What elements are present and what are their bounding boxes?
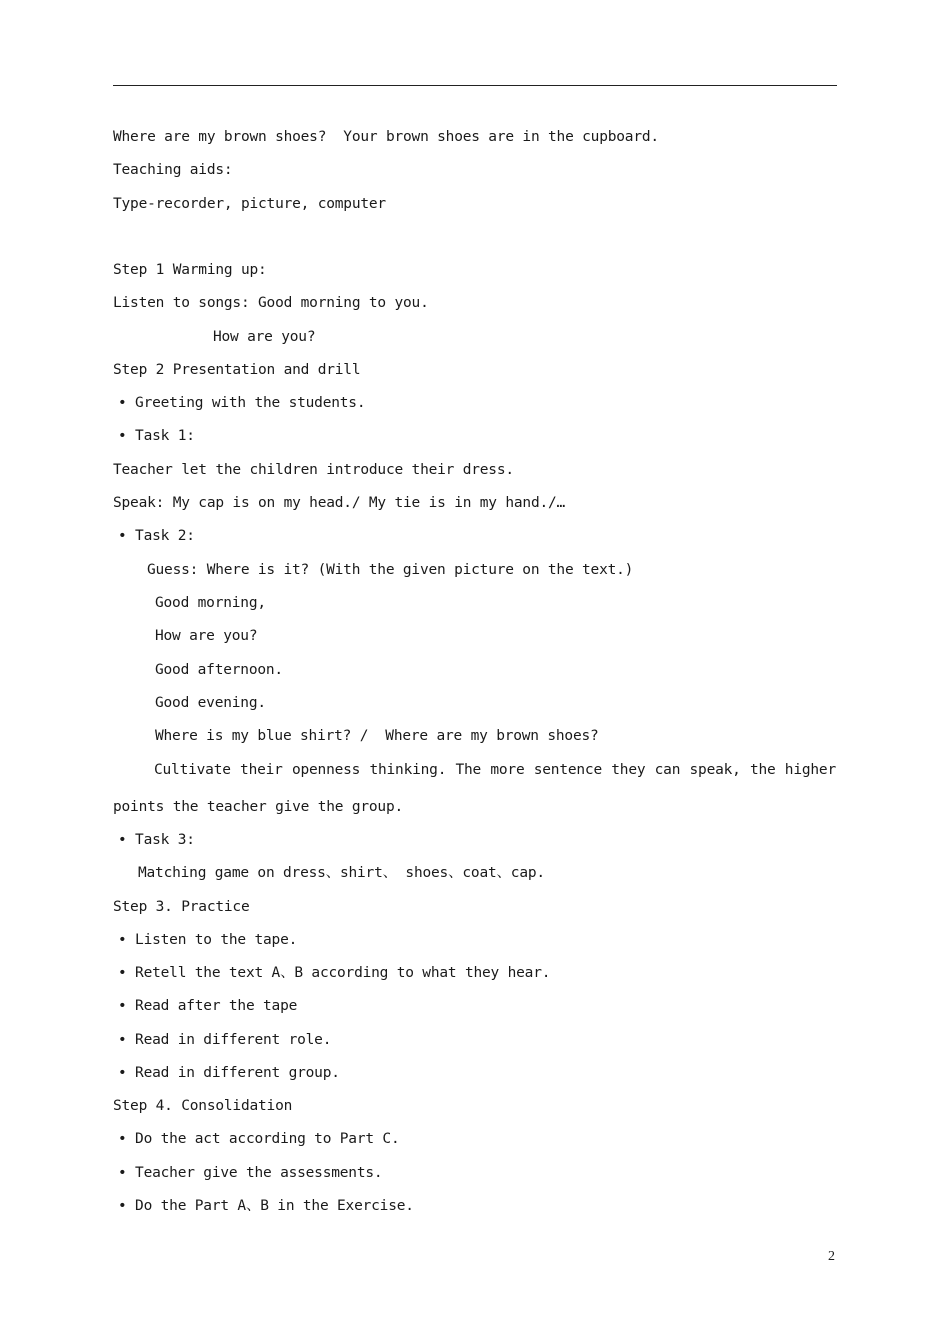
text-line-sentence-pattern: Where are my brown shoes? Your brown shoes are in the cupboard. [113,129,659,145]
bullet-retell: • Retell the text A、B according to what they hear. [118,965,551,981]
step-3-heading: Step 3. Practice [113,899,250,915]
step-4-heading: Step 4. Consolidation [113,1098,293,1114]
text-line-good-afternoon: Good afternoon. [155,662,283,678]
bullet-read-after: • Read after the tape [118,998,298,1014]
text-line-how-are-you: How are you? [213,329,316,345]
page-number: 2 [828,1249,835,1264]
text-line-matching-game: Matching game on dress、shirt、 shoes、coat、cap. [138,865,545,881]
text-line-where-questions: Where is my blue shirt? / Where are my brown shoes? [155,728,599,744]
text-line-points: points the teacher give the group. [113,799,404,815]
step-1-heading: Step 1 Warming up: [113,262,267,278]
bullet-task-2: • Task 2: [118,528,195,544]
bullet-task-1: • Task 1: [118,428,195,444]
text-line-how-are-you-2: How are you? [155,628,258,644]
bullet-greeting: • Greeting with the students. [118,395,366,411]
bullet-assessments: • Teacher give the assessments. [118,1165,383,1181]
bullet-read-group: • Read in different group. [118,1065,340,1081]
step-2-heading: Step 2 Presentation and drill [113,362,361,378]
text-line-teaching-aids-heading: Teaching aids: [113,162,233,178]
text-line-introduce-dress: Teacher let the children introduce their dress. [113,462,514,478]
bullet-task-3: • Task 3: [118,832,195,848]
header-rule [113,85,837,86]
bullet-read-role: • Read in different role. [118,1032,332,1048]
text-line-teaching-aids: Type-recorder, picture, computer [113,196,386,212]
bullet-act-part-c: • Do the act according to Part C. [118,1131,400,1147]
text-line-speak: Speak: My cap is on my head./ My tie is in my hand./… [113,495,566,511]
bullet-exercise: • Do the Part A、B in the Exercise. [118,1198,414,1214]
text-line-good-evening: Good evening. [155,695,266,711]
text-line-good-morning: Good morning, [155,595,266,611]
bullet-listen-tape: • Listen to the tape. [118,932,298,948]
text-line-listen-songs: Listen to songs: Good morning to you. [113,295,429,311]
text-line-cultivate: Cultivate their openness thinking. The more sentence they can speak, the higher [154,762,836,778]
text-line-guess: Guess: Where is it? (With the given picture on the text.) [147,562,634,578]
